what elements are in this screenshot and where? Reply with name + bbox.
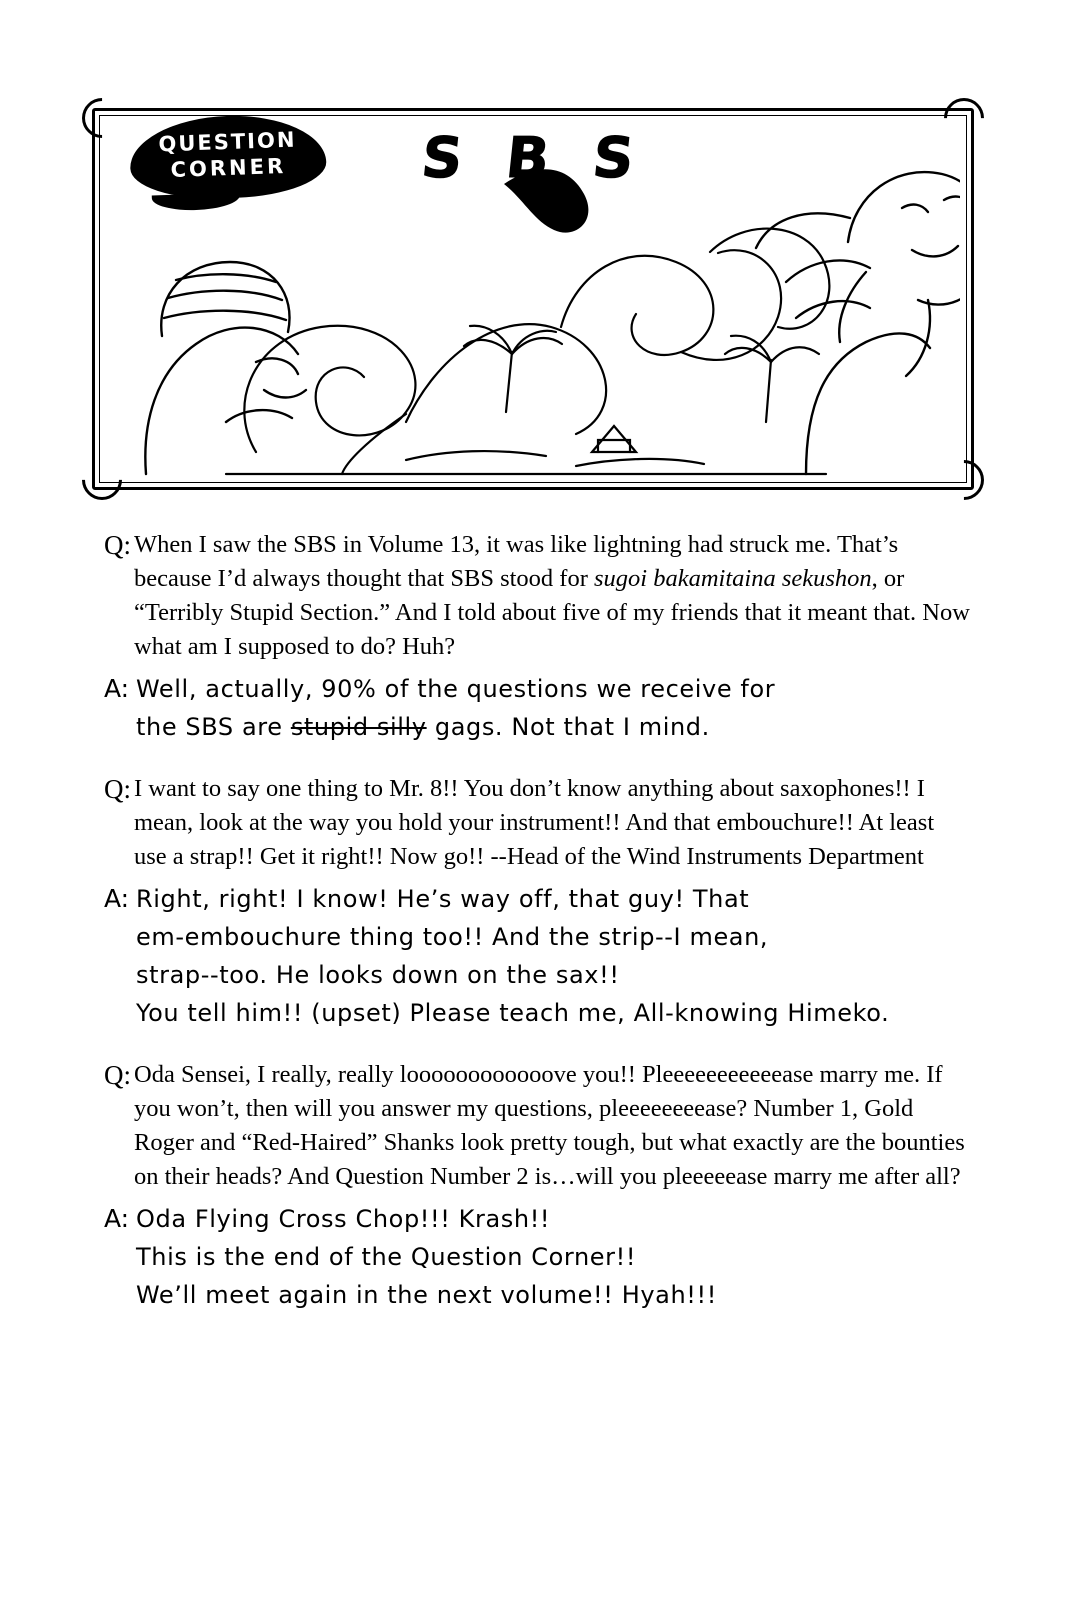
badge-line-2: CORNER bbox=[170, 154, 287, 183]
qa-content bbox=[104, 528, 972, 1340]
answer-line: strap--too. He looks down on the sax!! bbox=[136, 961, 620, 989]
answer-line: Oda Flying Cross Chop!!! Krash!! bbox=[136, 1205, 551, 1233]
answer-text bbox=[136, 670, 972, 746]
answer-line bbox=[136, 670, 972, 708]
sbs-title: SBS bbox=[418, 126, 681, 191]
answer-line: You tell him!! (upset) Please teach me, All-knowing Himeko. bbox=[136, 999, 890, 1027]
answer-marker: A: bbox=[104, 674, 130, 703]
answer-segment-struck: stupid silly bbox=[290, 713, 427, 741]
question-row bbox=[104, 528, 972, 664]
question-row bbox=[104, 1058, 972, 1194]
answer-row bbox=[104, 880, 972, 1032]
question-text: I want to say one thing to Mr. 8!! You don’t know anything about saxophones!! I mean, look at the way you hold your instrument!! And that embouchure!! At least use a strap!! Get it right!! Now go!! --Head of the Wind Instruments Department bbox=[134, 775, 935, 870]
answer-segment: Well, actually, 90% of the questions we receive for bbox=[136, 675, 776, 703]
sbs-header-panel bbox=[92, 108, 974, 490]
qa-block bbox=[104, 528, 972, 746]
question-marker: Q: bbox=[104, 530, 131, 560]
answer-line: We’ll meet again in the next volume!! Hyah!!! bbox=[136, 1281, 717, 1309]
question-text bbox=[134, 528, 972, 664]
answer-segment: gags. Not that I mind. bbox=[426, 713, 710, 741]
answer-marker: A: bbox=[104, 884, 130, 913]
badge-line-1: QUESTION bbox=[158, 127, 297, 157]
answer-line: Right, right! I know! He’s way off, that guy! That bbox=[136, 885, 750, 913]
answer-text bbox=[136, 1200, 972, 1314]
question-marker: Q: bbox=[104, 774, 131, 804]
answer-text bbox=[136, 880, 972, 1032]
question-row bbox=[104, 772, 972, 874]
answer-line: em-embouchure thing too!! And the strip--I mean, bbox=[136, 923, 769, 951]
qa-block bbox=[104, 1058, 972, 1314]
question-marker: Q: bbox=[104, 1060, 131, 1090]
answer-line: This is the end of the Question Corner!! bbox=[136, 1243, 637, 1271]
answer-marker: A: bbox=[104, 1204, 130, 1233]
question-text: Oda Sensei, I really, really loooooooooooove you!! Pleeeeeeeeeeease marry me. If you won’t, then will you answer my questions, pleeeeeeeease? Number 1, Gold Roger and “Red-Haired” Shanks look pretty tough, but what exactly are the bounties on their heads? And Question Number 2 is…will you pleeeeease marry me after all? bbox=[134, 1061, 965, 1190]
answer-segment: the SBS are bbox=[136, 713, 291, 741]
question-part: When I saw the SBS in Volume 13, it was like lightning had struck me. That’s because I’d always thought that SBS stood for bbox=[134, 531, 899, 592]
answer-row bbox=[104, 670, 972, 746]
question-part: , or “Terribly Stupid Section.” And I told about five of my friends that it meant that. Now what am I supposed to do? Huh? bbox=[134, 565, 970, 660]
answer-line bbox=[136, 708, 972, 746]
question-part-italic: sugoi bakamitaina sekushon bbox=[594, 565, 872, 592]
answer-row bbox=[104, 1200, 972, 1314]
qa-block bbox=[104, 772, 972, 1032]
